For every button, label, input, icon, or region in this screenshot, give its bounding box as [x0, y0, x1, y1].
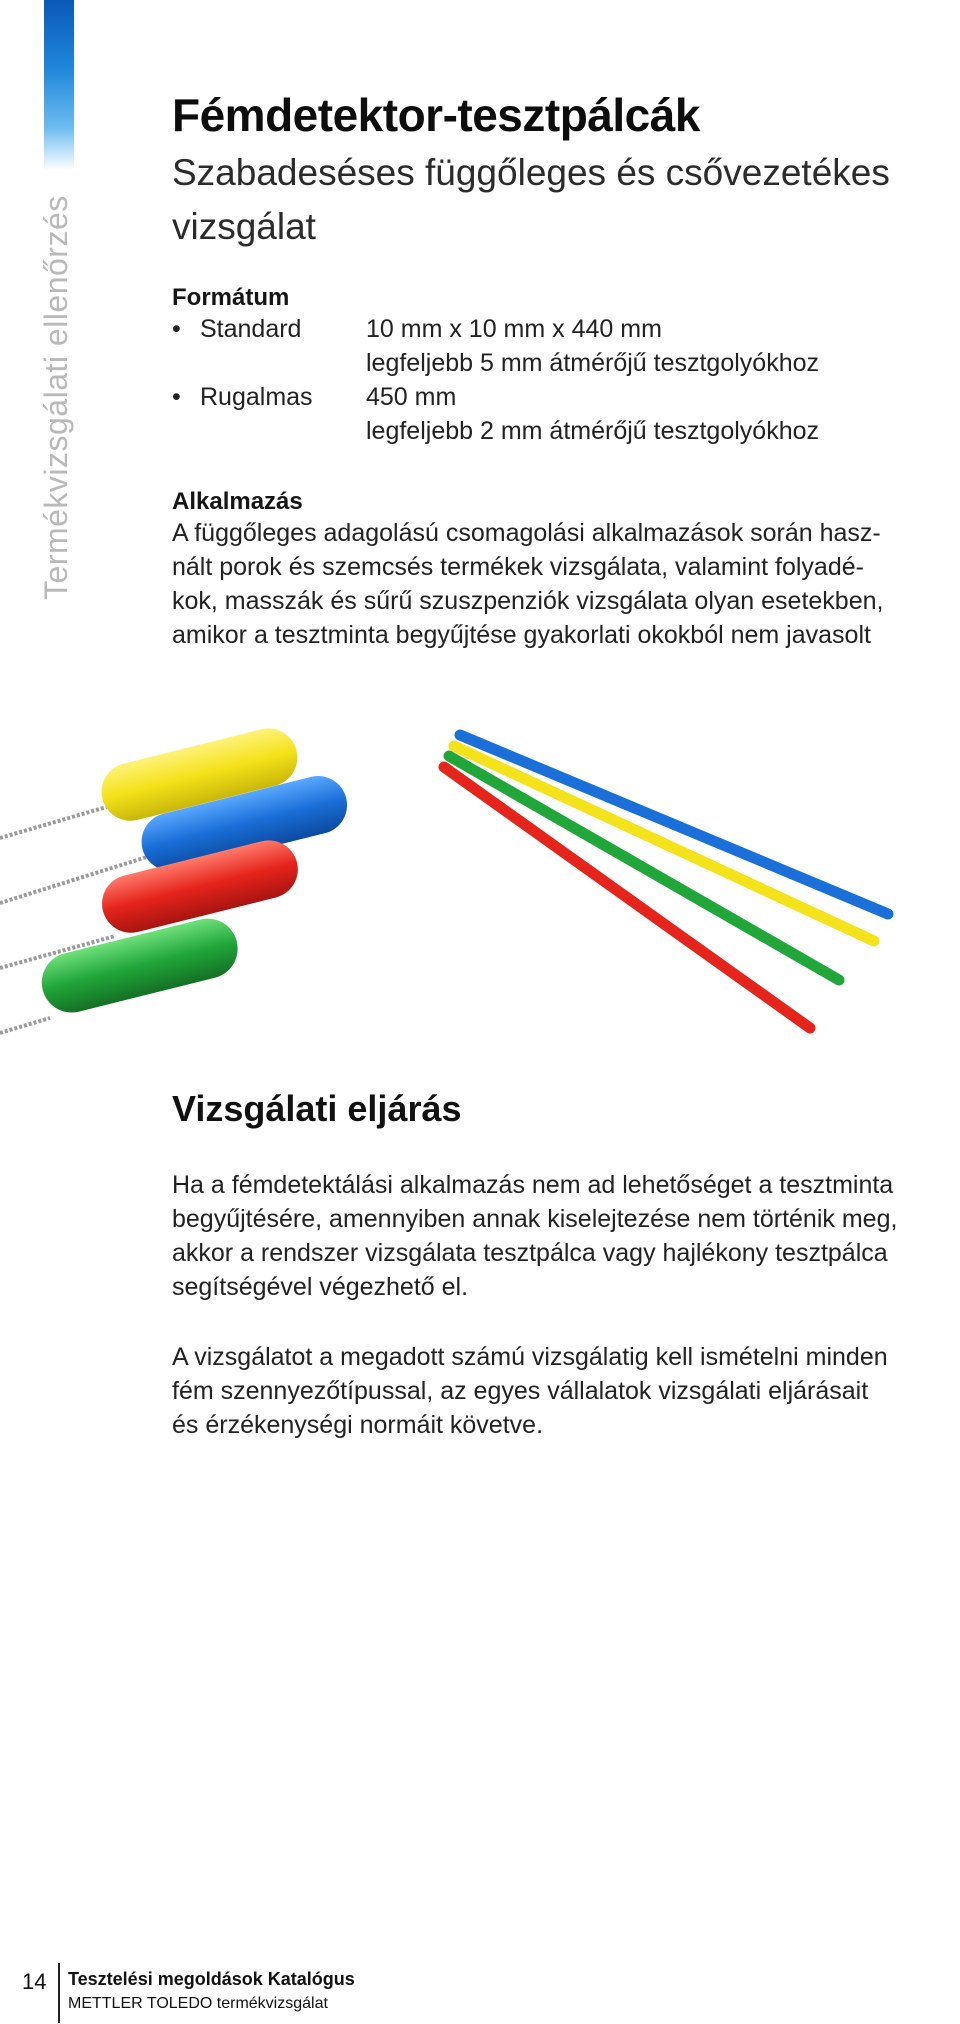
procedure-paragraph-2	[172, 1340, 912, 1442]
page-title: Fémdetektor-tesztpálcák	[172, 89, 700, 141]
footer-divider	[58, 1963, 60, 2023]
application-line: A függőleges adagolású csomagolási alkalmazások során hasz-	[172, 519, 881, 547]
procedure-paragraph-1	[172, 1168, 912, 1304]
procedure-line: begyűjtésére, amennyiben annak kiselejtezése nem történik meg,	[172, 1205, 898, 1233]
bullet-icon: •	[172, 383, 181, 411]
section-vertical-label: Termékvizsgálati ellenőrzés	[38, 195, 74, 600]
catalog-title: Tesztelési megoldások Katalógus	[68, 1969, 355, 1989]
procedure-line: segítségével végezhető el.	[172, 1273, 469, 1301]
catalog-subtitle: METTLER TOLEDO termékvizsgálat	[68, 1995, 328, 2012]
format-heading: Formátum	[172, 284, 290, 311]
flexible-wands-image	[0, 688, 408, 1060]
procedure-line: A vizsgálatot a megadott számú vizsgálatig kell ismételni minden	[172, 1343, 888, 1371]
procedure-section	[172, 1088, 912, 1130]
page-header	[172, 88, 912, 142]
subtitle-line-2: vizsgálat	[172, 206, 316, 247]
standard-rods-image	[416, 688, 960, 1060]
format-value: 10 mm x 10 mm x 440 mm	[366, 315, 662, 343]
application-line: amikor a tesztminta begyűjtése gyakorlati okokból nem javasolt	[172, 621, 871, 649]
procedure-line: fém szennyezőtípussal, az egyes vállalatok vizsgálati eljárásait	[172, 1377, 869, 1405]
page-number: 14	[22, 1969, 47, 1994]
application-section	[172, 488, 912, 652]
subtitle-line-1: Szabadeséses függőleges és csővezetékes	[172, 152, 890, 193]
side-accent-bar	[44, 0, 74, 170]
application-heading: Alkalmazás	[172, 488, 303, 515]
format-value: 450 mm	[366, 383, 457, 411]
procedure-line: Ha a fémdetektálási alkalmazás nem ad lehetőséget a tesztminta	[172, 1171, 894, 1199]
format-item	[172, 380, 912, 448]
application-line: kok, masszák és sűrű szuszpenziók vizsgálata olyan esetekben,	[172, 587, 884, 615]
bullet-icon: •	[172, 315, 181, 343]
yellow-rod	[454, 746, 874, 941]
format-section	[172, 284, 912, 448]
procedure-line: és érzékenységi normáit követve.	[172, 1411, 544, 1439]
application-line: nált porok és szemcsés termékek vizsgálata, valamint folyadé-	[172, 553, 864, 581]
format-name: Rugalmas	[200, 383, 313, 411]
format-note: legfeljebb 2 mm átmérőjű tesztgolyókhoz	[366, 417, 820, 445]
format-item	[172, 312, 912, 380]
format-name: Standard	[200, 315, 302, 343]
format-note: legfeljebb 5 mm átmérőjű tesztgolyókhoz	[366, 349, 820, 377]
product-photo-flexible-wands	[0, 688, 408, 1060]
procedure-heading: Vizsgálati eljárás	[172, 1088, 462, 1129]
product-photo-standard-rods	[416, 688, 960, 1060]
procedure-line: akkor a rendszer vizsgálata tesztpálca vagy hajlékony tesztpálca	[172, 1239, 888, 1267]
page-subtitle	[172, 146, 912, 254]
